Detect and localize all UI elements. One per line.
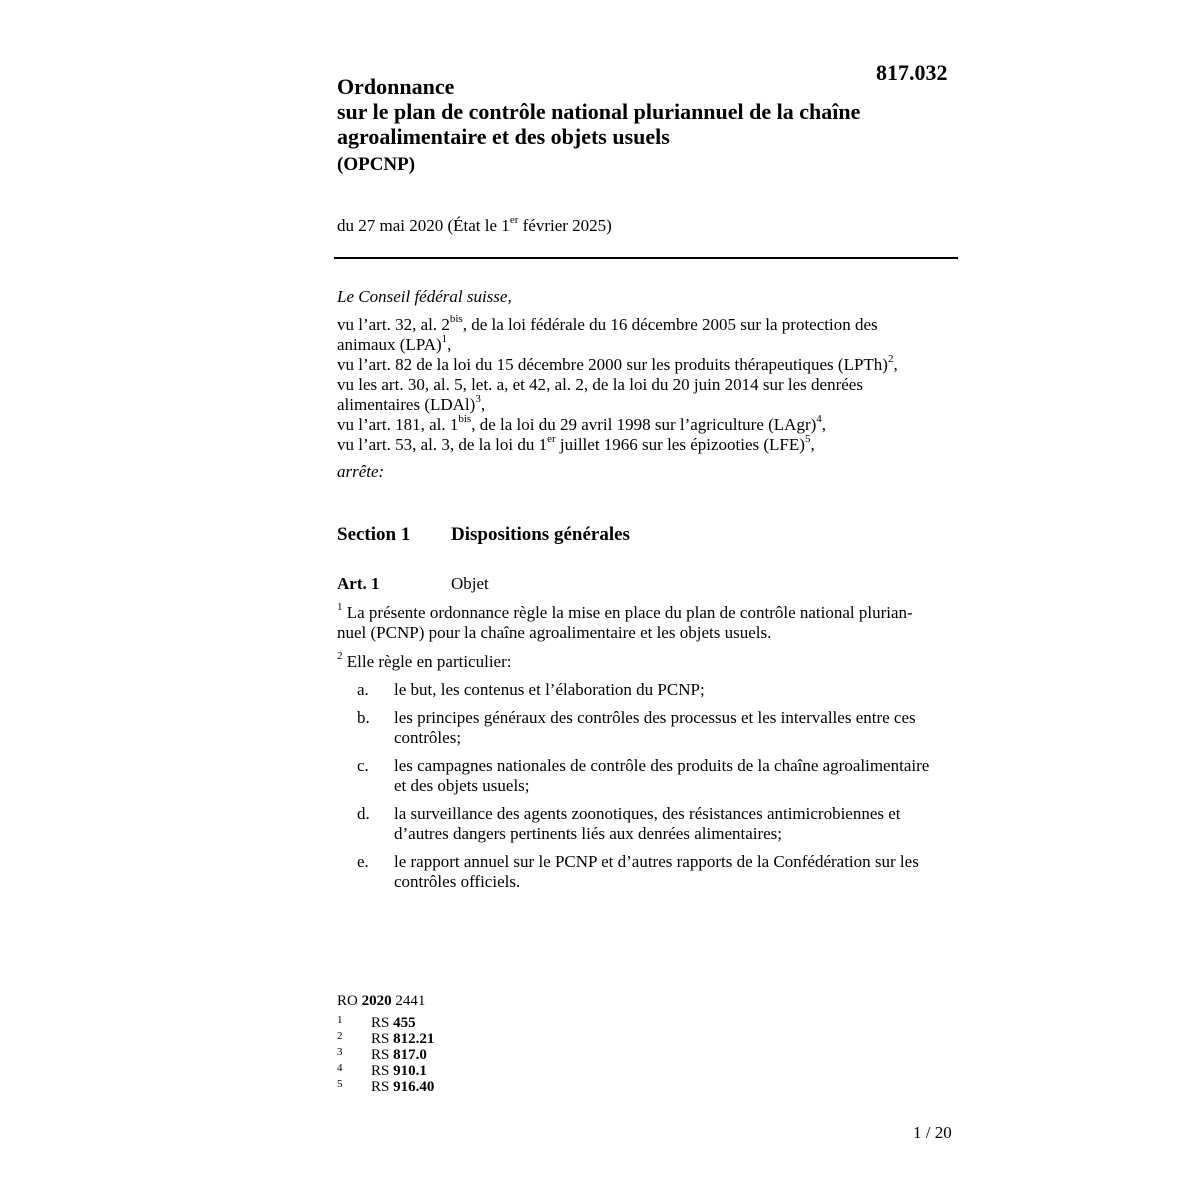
paragraph-2: $^2$ Elle règle en particulier: <box>337 650 512 671</box>
preamble-authority: Le Conseil fédéral suisse, <box>337 287 512 306</box>
ordinance-date: du 27 mai 2020 (État le 1er février 2025) <box>337 214 612 235</box>
footnote-ref[interactable]: 1 <box>441 333 448 346</box>
title-line: Ordonnance <box>337 74 455 99</box>
section-title: Dispositions générales <box>451 524 630 545</box>
article-title: Objet <box>451 574 489 593</box>
preamble-line: animaux (LPA)$^1$, <box>337 333 452 354</box>
document-page: 817.032 Ordonnance sur le plan de contrôle national pluriannuel de la chaîne agroalimentaire et des objets usuels (OPCNP) du 27 mai 2020 (État le 1er février 2025) Le Conseil fédéral suisse, vu l’art. 32, al. $2^{bis}$, de la loi fédérale du 16 décembre 2005 sur la protection des animaux (LPA)$^1$, vu l’art. 82 de la loi du 15 décembre 2000 sur les produits thérapeutiques (LPTh)$^2$, vu les art. 30, al. 5, let. a, et 42, al. 2, de la loi du 20 juin 2014 sur les denrées alimentaires (LDAl)$^3$, vu l’art. 181, al. $1^{bis}$, de la loi du 29 avril 1998 sur l’agriculture (LAgr)$^4$, vu l’art. 53, al. 3, de la loi du 1er juillet 1966 sur les épizooties (LFE)$^5$, arrête: Section 1 Dispositions générales Art. 1 Objet $^1$ La présente ordonnance règle la mise en place du plan de contrôle national plurian- nuel (PCNP) pour la chaîne agroalimentaire et les objets usuels. $^2$ Elle règle en particulier: a. le but, les contenus et l’élaboration du PCNP; b. les principes généraux des contrôles des processus et les intervalles entre ces contrôles; c. les campagnes nationales de contrôle des produits de la chaîne agroalimentaire et des objets usuels; d. la surveillance des agents zoonotiques, des résistances antimicrobiennes et d’autres dangers pertinents liés aux denrées alimentaires; e. le rapport annuel sur le PCNP et d’autres rapports de la Confédération sur les contrôles officiels. RO 2020 2441 1 RS 455 2 RS 812.21 3 RS 817.0 4 RS 910.1 5 RS 916.40 1 / 20 <box>0 0 1200 1200</box>
preamble-basis <box>337 315 955 455</box>
sr-number: 817.032 <box>876 60 948 85</box>
article-number: Art. 1 <box>337 574 380 593</box>
footnote-ref[interactable]: 2 <box>887 353 894 366</box>
list-item: e. le rapport annuel sur le PCNP et d’autres rapports de la Confédération sur les contrôles officiels. <box>357 852 919 891</box>
ordinance-title <box>337 74 957 149</box>
preamble-line: vu les art. 30, al. 5, let. a, et 42, al. 2, de la loi du 20 juin 2014 sur les denrées <box>337 375 863 394</box>
list-item: a. le but, les contenus et l’élaboration du PCNP; <box>357 680 705 699</box>
preamble-line: vu l’art. 82 de la loi du 15 décembre 2000 sur les produits thérapeutiques (LPTh)$^2$, <box>337 353 898 374</box>
footnote-ref[interactable]: 5 <box>804 433 811 446</box>
ordinance-abbreviation: (OPCNP) <box>337 154 416 175</box>
list-item: d. la surveillance des agents zoonotiques, des résistances antimicrobiennes et d’autres dangers pertinents liés aux denrées alimentaires; <box>357 804 901 843</box>
preamble-line: alimentaires (LDAl)$^3$, <box>337 393 486 414</box>
section-number: Section 1 <box>337 524 411 545</box>
preamble-decree: arrête: <box>337 462 385 481</box>
preamble-line: vu l’art. 181, al. $1^{bis}$, de la loi du 29 avril 1998 sur l’agriculture (LAgr)$^4$, <box>337 413 827 434</box>
title-line: agroalimentaire et des objets usuels <box>337 124 670 149</box>
preamble-line: vu l’art. 53, al. 3, de la loi du 1er juillet 1966 sur les épizooties (LFE)$^5$, <box>337 433 815 454</box>
official-compilation-ref: RO 2020 2441 <box>337 993 426 1009</box>
paragraph-1: $^1$ La présente ordonnance règle la mise en place du plan de contrôle national plurian- nuel (PCNP) pour la chaîne agroalimentaire et les objets usuels. <box>337 601 913 642</box>
footnote-ref[interactable]: 3 <box>475 393 481 406</box>
preamble-line: vu l’art. 32, al. $2^{bis}$, de la loi fédérale du 16 décembre 2005 sur la protection des <box>337 313 878 334</box>
list-item: c. les campagnes nationales de contrôle des produits de la chaîne agroalimentaire et des objets usuels; <box>357 756 930 795</box>
list-item: b. les principes généraux des contrôles des processus et les intervalles entre ces contrôles; <box>357 708 916 747</box>
horizontal-rule <box>334 257 958 259</box>
footnote-ref[interactable]: 4 <box>816 413 822 426</box>
title-line: sur le plan de contrôle national pluriannuel de la chaîne <box>337 99 861 124</box>
page-number: 1 / 20 <box>913 1123 952 1142</box>
